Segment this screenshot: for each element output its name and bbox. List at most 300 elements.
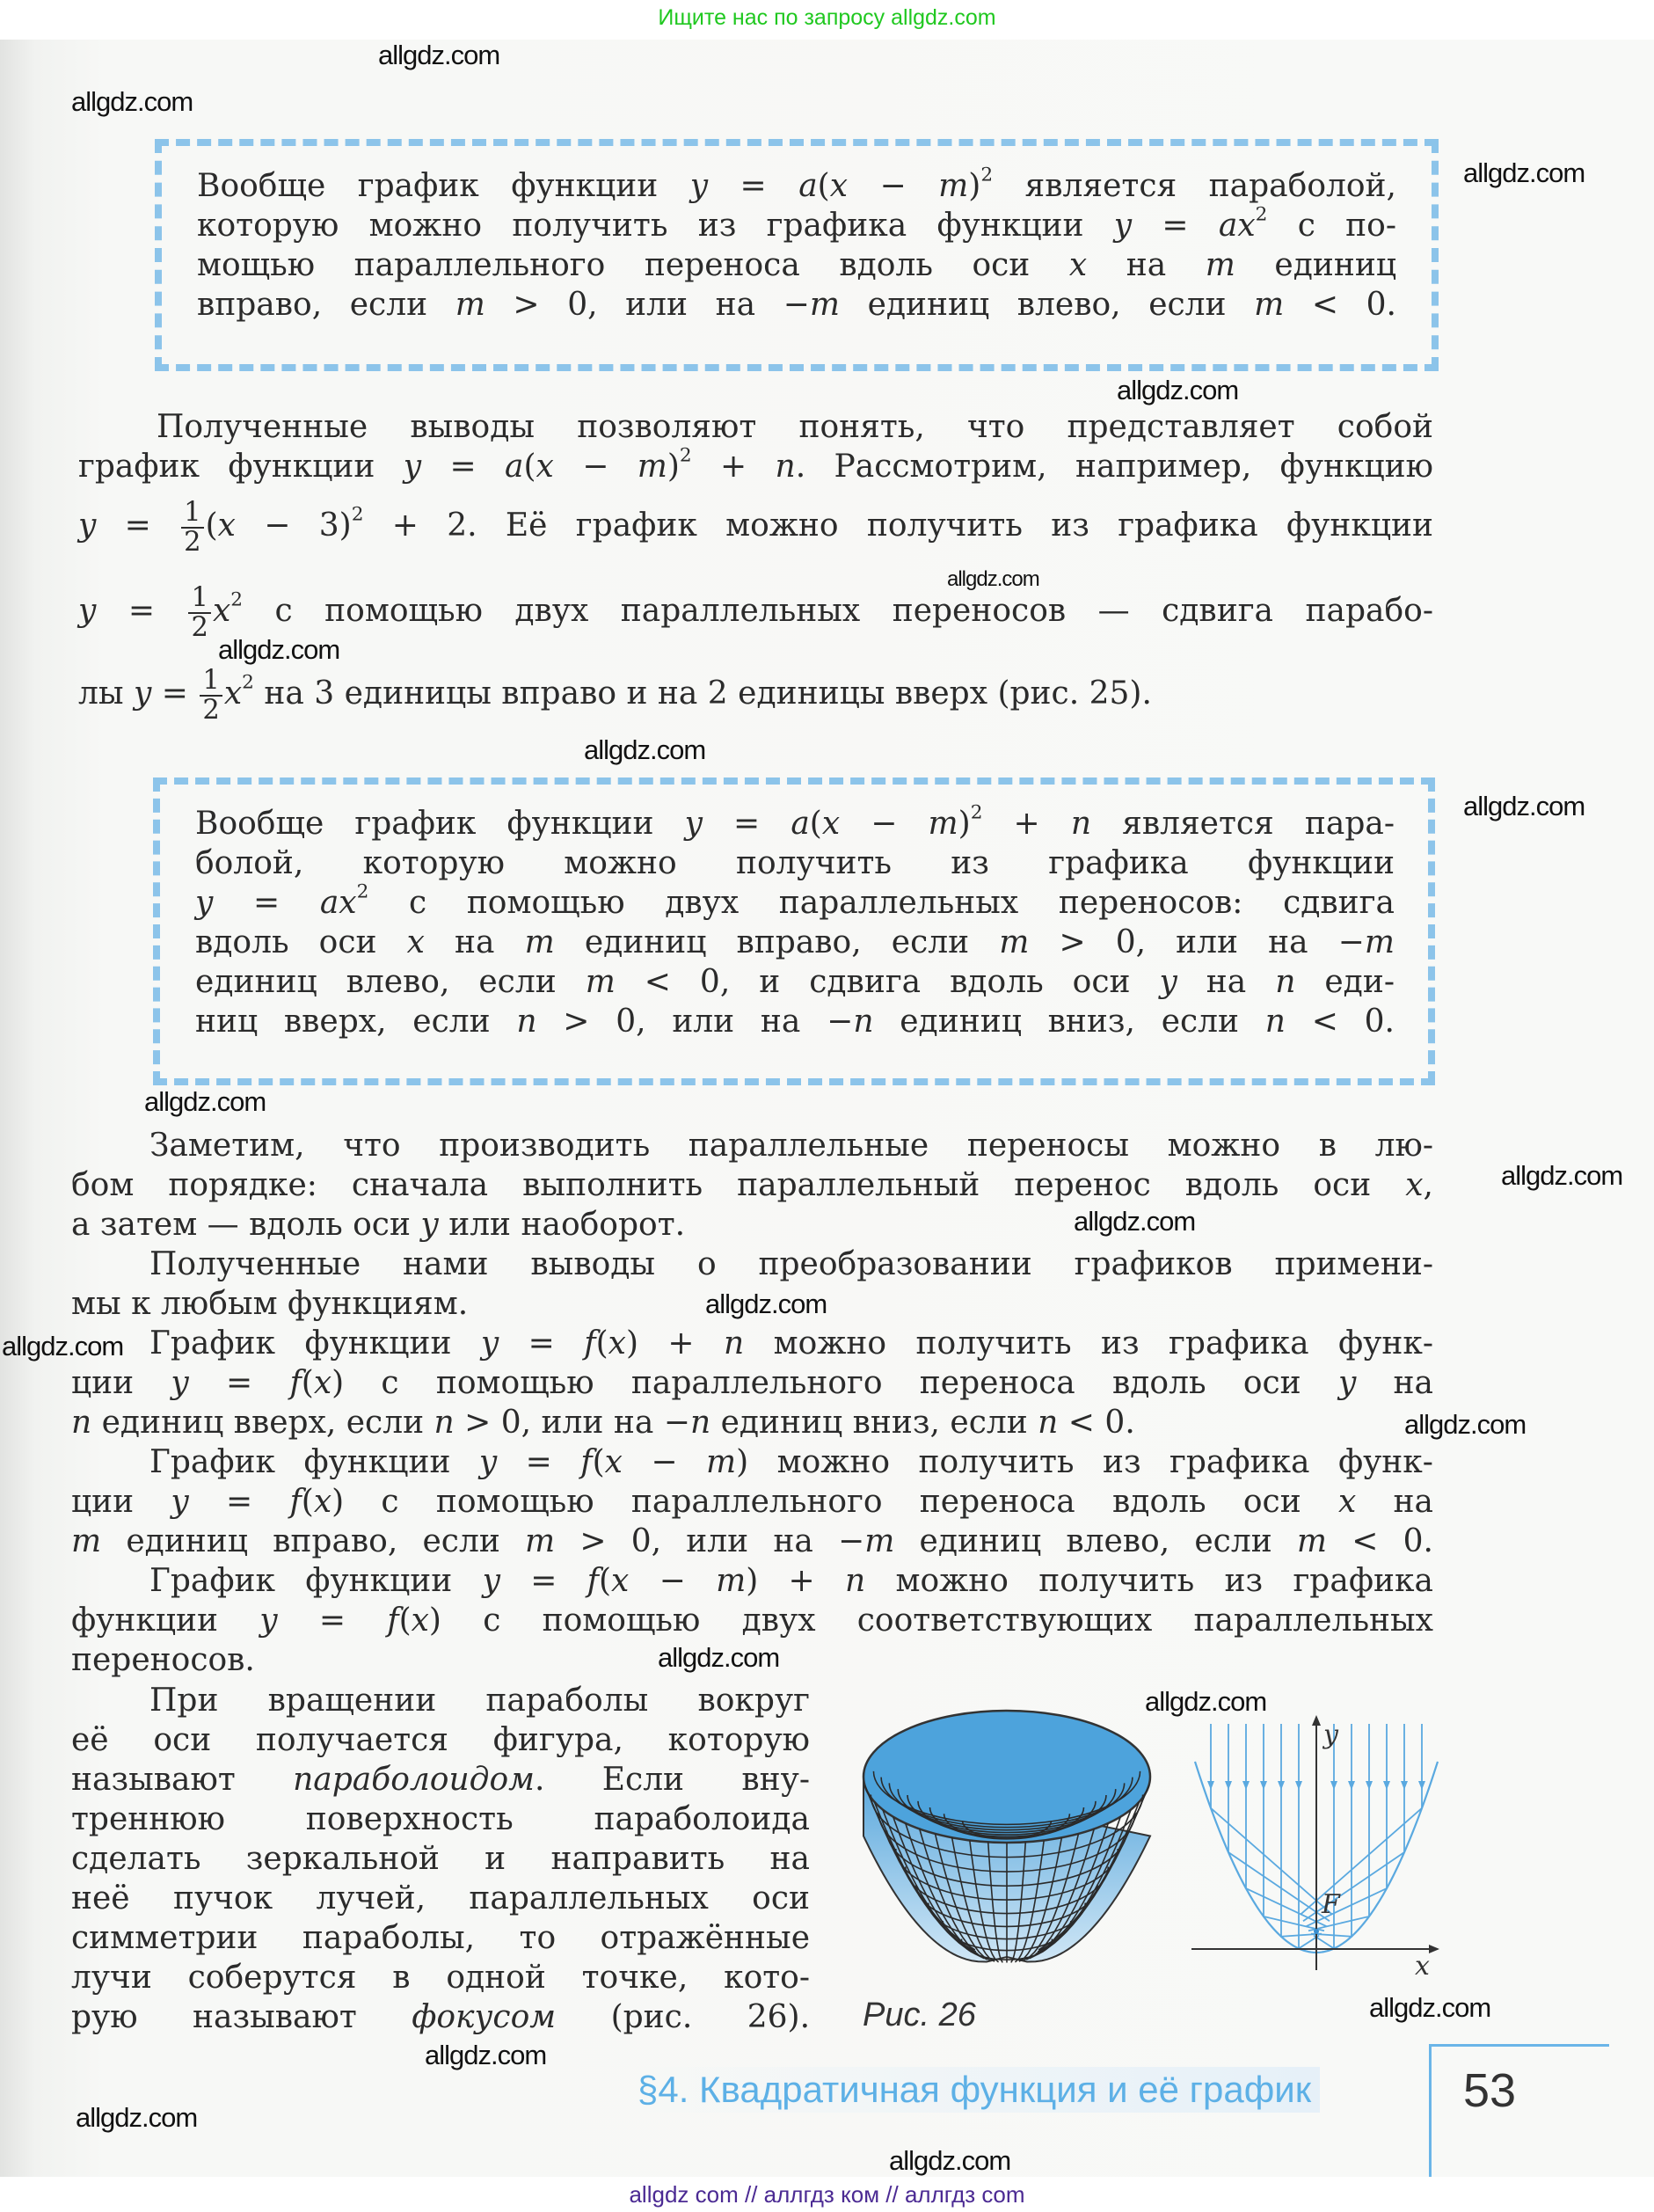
italic-term: a [791,806,810,842]
italic-term: x [1337,1484,1357,1520]
text-run: ( [592,1444,605,1480]
text-run: . Рассмотрим, например, функцию [795,449,1433,485]
text-run: ) с помощью параллельного переноса вдоль оси [332,1365,1338,1401]
italic-term: y [171,1484,189,1520]
text-run: Заметим, что производить параллельные переносы можно в лю- [149,1128,1433,1164]
text-run: ( [301,1484,314,1520]
text-line [197,203,1397,245]
italic-term: f [587,1563,599,1599]
paragraph [71,1681,810,2037]
rule-box-1-text [197,166,1396,325]
ray-arrow-icon [1260,1781,1267,1790]
italic-term: y [482,1563,500,1599]
ray-arrow-icon [1242,1781,1250,1790]
paragraph [197,166,1396,325]
text-run: единиц вверх, если [91,1405,434,1441]
top-banner-link[interactable]: Ищите нас по запросу allgdz.com [658,5,996,30]
italic-term: x [1068,247,1088,283]
paragraph-example [78,407,1433,731]
text-line [195,801,1395,843]
text-run: Полученные нами выводы о преобразовании графиков примени- [149,1246,1433,1282]
text-run: (рис. 26). [556,1999,811,2035]
watermark: allgdz.com [584,734,706,765]
text-run: единиц вниз, если [873,1004,1265,1040]
italic-term: n [775,449,796,485]
italic-term: x [411,1602,429,1639]
text-run: ) + [625,1325,725,1362]
rule-box-2-text [195,801,1395,1041]
text-run: график функции [78,449,404,485]
text-line [71,1126,1433,1165]
italic-term: y [403,449,422,485]
text-line [195,1002,1395,1041]
text-line [197,245,1396,285]
italic-term: a [798,168,818,204]
italic-term: n [1038,1405,1059,1441]
italic-term: y [1159,964,1177,1000]
italic-term: y [689,168,709,204]
italic-term: m [525,1523,556,1559]
text-run: − [840,806,929,842]
text-run: мощью параллельного переноса вдоль оси [197,247,1069,283]
text-run: ниц вверх, если [195,1004,517,1040]
text-run: с по- [1267,208,1397,244]
text-run: При вращении параболы вокруг [149,1683,810,1719]
text-run: График функции [149,1325,481,1362]
ray-arrow-icon [1366,1781,1373,1790]
ray-arrow-icon [1418,1781,1425,1790]
italic-term: y [78,593,97,629]
text-run: вправо, если [197,287,455,323]
watermark: allgdz.com [76,2102,198,2133]
watermark: allgdz.com [947,567,1039,591]
italic-term: y [195,885,214,921]
light-ray [1303,1724,1404,1921]
text-run: её оси получается фигура, которую [71,1722,810,1758]
watermark: allgdz.com [144,1086,266,1117]
italic-term: n [689,1405,711,1441]
text-run: лы [78,675,134,712]
text-run: функции [71,1602,260,1639]
italic-term: y [259,1602,278,1639]
text-run: можно получить из графика функ- [744,1325,1433,1362]
italic-term: m [71,1523,102,1559]
text-run: ( [205,507,218,544]
text-run: ( [809,806,822,842]
italic-term: y [1337,1365,1357,1401]
text-run: единиц влево, если [894,1523,1297,1559]
fraction-denominator: 2 [184,527,201,558]
paragraph [71,1324,1433,1442]
text-run: с помощью двух параллельных переносов: сдвига [368,885,1395,921]
text-run: единиц вправо, если [554,924,1000,960]
italic-term: f [580,1444,593,1480]
italic-term: фокусом [412,1999,557,2035]
text-run: . Если вну- [534,1762,810,1798]
text-run: называют [71,1762,294,1798]
watermark: allgdz.com [1145,1686,1267,1717]
italic-term: m [1205,247,1235,283]
text-run: ) [958,806,971,842]
fraction [188,581,210,643]
fraction-numerator: 1 [200,667,222,697]
bottom-banner-link[interactable]: allgdz com // аллгдз ком // аллгдз com [629,2181,1025,2208]
text-run: сделать зеркальной и направить на [71,1841,810,1877]
italic-term: m [524,924,555,960]
italic-term: ax [1218,208,1256,244]
text-line [78,407,1433,447]
paragraph [195,801,1395,1041]
text-run: мы к любым функциям. [71,1286,469,1322]
text-run: График функции [149,1563,483,1599]
italic-term: x [313,1365,332,1401]
text-line [71,1245,1433,1284]
text-run: − [629,1563,717,1599]
watermark: allgdz.com [1369,1992,1491,2023]
text-run: < 0. [1285,1004,1395,1040]
ray-arrow-icon [1383,1781,1390,1790]
italic-term: x [536,449,554,485]
text-run: < 0. [1284,287,1396,323]
italic-term: y [420,1207,439,1243]
text-run: = [151,675,199,712]
text-line [71,1363,1433,1403]
text-line [71,1403,1433,1442]
superscript: 2 [242,671,254,694]
text-run: − [622,1444,706,1480]
text-run: еди- [1295,964,1395,1000]
watermark: allgdz.com [1463,157,1585,188]
text-run: + 2. Её график можно получить из графика функции [363,507,1433,544]
text-run: ции [71,1484,171,1520]
text-run: + [982,806,1071,842]
page-number: 53 [1463,2064,1517,2117]
italic-term: m [1296,1523,1328,1559]
watermark: allgdz.com [1463,791,1585,821]
light-ray [1246,1724,1327,1926]
paragraph [71,1442,1433,1561]
superscript: 2 [1255,203,1268,226]
italic-term: n [724,1325,745,1362]
text-line [71,1839,810,1879]
text-run: Вообще график функции [195,806,685,842]
ray-arrow-icon [1278,1781,1285,1790]
text-run: = [421,449,505,485]
text-run: переносов. [71,1642,255,1678]
text-run: бом порядке: сначала выполнить параллельный перенос вдоль оси [71,1167,1406,1203]
figure-caption: Рис. 26 [863,1997,976,2033]
superscript: 2 [679,444,692,467]
italic-term: m [705,1444,737,1480]
text-line [71,1601,1433,1640]
italic-term: n [845,1563,866,1599]
italic-term: m [1254,287,1285,323]
text-line [197,285,1396,325]
italic-term: f [289,1484,302,1520]
text-run: = [499,1563,587,1599]
text-run: на [1087,247,1206,283]
light-ray [1306,1724,1387,1926]
footer-divider-vertical [1429,2045,1432,2177]
ray-arrow-icon [1348,1781,1355,1790]
italic-term: m [999,924,1030,960]
text-run: неё пучок лучей, параллельных оси [71,1880,810,1916]
italic-term: n [434,1405,455,1441]
text-run: < 0, и сдвига вдоль оси [615,964,1160,1000]
focus-point [1314,1929,1319,1934]
text-run: > 0, или на − [485,287,810,323]
superscript: 2 [356,880,369,903]
italic-term: x [406,924,425,960]
text-line [71,1760,810,1800]
italic-term: f [387,1602,399,1639]
superscript: 2 [980,164,994,186]
watermark: allgdz.com [889,2145,1011,2176]
text-run: < 0. [1058,1405,1135,1441]
italic-term: m [716,1563,747,1599]
text-run: ) [667,449,680,485]
focus-label: F [1322,1889,1340,1920]
ray-arrow-icon [1330,1781,1337,1790]
italic-term: y [684,806,703,842]
text-run: = [497,1444,581,1480]
x-axis-arrow-icon [1429,1945,1439,1953]
paraboloid-illustration [857,1706,1161,1966]
watermark: allgdz.com [1117,375,1239,405]
watermark: allgdz.com [1501,1160,1623,1191]
text-run: − [848,168,939,204]
text-line [71,1522,1433,1561]
text-run: ( [398,1602,412,1639]
text-run: или наоборот. [438,1207,686,1243]
fraction-numerator: 1 [188,584,210,614]
text-run: + [691,449,776,485]
superscript: 2 [351,503,364,526]
text-run: единиц вниз, если [710,1405,1038,1441]
italic-term: n [1275,964,1296,1000]
text-run: ( [523,449,536,485]
italic-term: m [864,1523,895,1559]
text-run: = [1132,208,1219,244]
text-run: вдоль оси [195,924,407,960]
text-run: = [499,1325,585,1362]
text-run: единиц влево, если [195,964,586,1000]
text-run: можно получить из графика [865,1563,1433,1599]
text-run: рую называют [71,1999,412,2035]
text-run: = [213,885,320,921]
text-run: , [1423,1167,1433,1203]
italic-term: m [928,806,958,842]
fraction [200,664,222,726]
text-run: ) + [746,1563,845,1599]
text-run: является пара- [1091,806,1395,842]
italic-term: n [1070,806,1092,842]
italic-term: m [585,964,616,1000]
text-line [71,1324,1433,1363]
text-line [71,1681,810,1720]
text-run: Вообще график функции [197,168,690,204]
italic-term: n [516,1004,537,1040]
text-run: > 0, или на − [555,1523,865,1559]
fraction-denominator: 2 [191,612,208,643]
text-run: которую можно получить из графика функции [197,208,1114,244]
italic-term: a [505,449,524,485]
superscript: 2 [230,588,244,611]
watermark: allgdz.com [378,40,500,70]
text-run: = [708,168,799,204]
italic-term: y [171,1365,189,1401]
paragraph [71,1126,1433,1245]
text-run: а затем — вдоль оси [71,1207,421,1243]
text-line [195,880,1395,923]
text-run: ( [817,168,830,204]
text-run: ) с помощью двух соответствующих параллельных [428,1602,1433,1639]
text-run: ( [595,1325,608,1362]
watermark: allgdz.com [71,86,193,117]
text-run: = [188,1484,290,1520]
italic-term: x [1405,1167,1424,1203]
watermark: allgdz.com [658,1642,780,1673]
text-line [71,1442,1433,1482]
paraboloid-rim [863,1711,1150,1843]
italic-term: y [133,675,152,712]
italic-term: x [604,1444,623,1480]
fraction-numerator: 1 [181,499,203,529]
text-run: > 0, или на − [536,1004,854,1040]
text-line [71,1800,810,1839]
text-run: лучи соберутся в одной точке, кото- [71,1960,810,1996]
italic-term: x [611,1563,630,1599]
watermark: allgdz.com [425,2040,547,2070]
italic-term: x [212,593,231,629]
text-line [71,1879,810,1918]
italic-term: x [608,1325,626,1362]
text-run: ) можно получить из графика функ- [736,1444,1433,1480]
section-title: §4. Квадратичная функция и её график [629,2067,1320,2113]
text-line [78,657,1433,731]
italic-term: f [289,1365,302,1401]
text-line [195,962,1395,1002]
y-axis-label: y [1323,1719,1338,1750]
text-run: с помощью двух параллельных переносов — сдвига парабо- [243,593,1433,629]
italic-term: y [1113,208,1133,244]
text-line [71,1205,1433,1245]
text-run: = [702,806,791,842]
watermark: allgdz.com [2,1331,124,1362]
text-line [195,843,1395,883]
light-ray [1228,1724,1330,1921]
text-line [71,1958,810,1997]
text-run: на [424,924,525,960]
italic-term: ax [319,885,357,921]
text-line [78,486,1433,566]
italic-term: m [1364,924,1395,960]
paragraph-paraboloid [71,1681,810,2037]
text-run: = [277,1602,388,1639]
italic-term: x [217,507,236,544]
text-run: ) с помощью параллельного переноса вдоль оси [332,1484,1338,1520]
text-line [71,1165,1433,1205]
text-run: ) [968,168,981,204]
text-run: − [553,449,638,485]
text-run: > 0, или на − [454,1405,690,1441]
text-run: = [96,507,180,544]
ray-arrow-icon [1401,1781,1408,1790]
italic-term: f [584,1325,596,1362]
text-run: является параболой, [993,168,1396,204]
text-run: < 0. [1327,1523,1433,1559]
italic-term: x [223,675,243,712]
italic-term: y [478,1444,498,1480]
text-run: = [188,1365,290,1401]
parabola-focus-diagram [1183,1706,1446,1988]
text-run: Полученные выводы позволяют понять, что представляет собой [157,409,1433,445]
text-run: на [1356,1484,1433,1520]
fraction [181,496,203,558]
italic-term: y [78,507,97,544]
text-run: единиц [1235,247,1396,283]
text-run: единиц вправо, если [101,1523,526,1559]
text-run: на 3 единицы вправо и на 2 единицы вверх (рис. 25). [253,675,1152,712]
text-run: > 0, или на − [1029,924,1365,960]
italic-term: y [480,1325,499,1362]
ray-arrow-icon [1207,1781,1214,1790]
ray-arrow-icon [1225,1781,1232,1790]
text-run: болой, которую можно получить из графика функции [195,845,1395,881]
italic-term: параболоидом [293,1762,535,1798]
text-line [195,923,1395,962]
italic-term: m [637,449,667,485]
italic-term: n [1264,1004,1286,1040]
text-run: График функции [149,1444,479,1480]
text-run: симметрии параболы, то отражённые [71,1920,810,1956]
text-line [71,1720,810,1760]
text-run: = [96,593,187,629]
text-line [71,1997,810,2037]
text-line [71,1918,810,1958]
watermark: allgdz.com [705,1289,827,1319]
italic-term: m [809,287,840,323]
footer-divider-horizontal [1429,2044,1609,2047]
text-run: ( [301,1365,314,1401]
italic-term: m [455,287,485,323]
italic-term: x [829,168,849,204]
italic-term: n [71,1405,92,1441]
text-run: на [1356,1365,1433,1401]
fraction-denominator: 2 [202,695,220,726]
italic-term: x [821,806,841,842]
paragraphs-general-functions [71,1126,1433,1680]
text-run: ции [71,1365,171,1401]
text-line [71,1482,1433,1522]
text-line [78,444,1433,486]
text-run: единиц влево, если [839,287,1255,323]
superscript: 2 [970,801,983,824]
italic-term: n [853,1004,874,1040]
watermark: allgdz.com [218,634,340,665]
text-run: на [1177,964,1276,1000]
italic-term: x [313,1484,332,1520]
text-run: ( [598,1563,612,1599]
ray-arrow-icon [1295,1781,1302,1790]
text-line [197,166,1396,206]
italic-term: m [938,168,969,204]
y-axis-arrow-icon [1312,1715,1321,1726]
text-run: − 3) [235,507,352,544]
text-line [71,1561,1433,1601]
watermark: allgdz.com [1404,1409,1526,1440]
watermark: allgdz.com [1074,1206,1196,1237]
